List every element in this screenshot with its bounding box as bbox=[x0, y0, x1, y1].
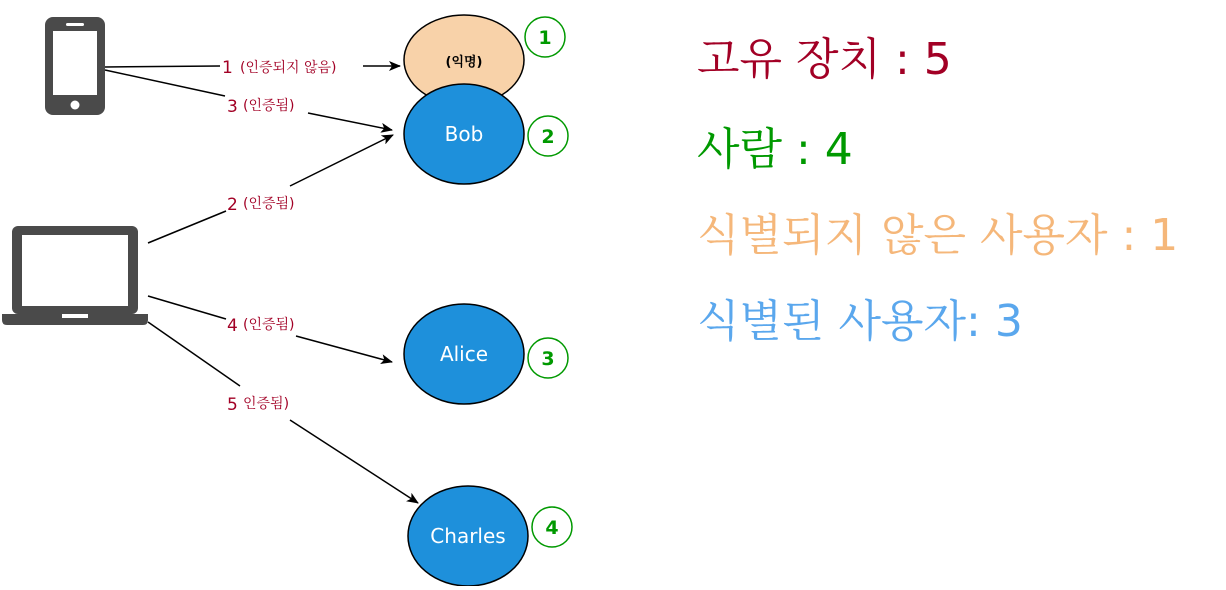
stat-unique-devices: 고유 장치 : 5 bbox=[697, 34, 952, 85]
badge-1 bbox=[525, 17, 565, 57]
badge-3 bbox=[528, 338, 568, 378]
node-alice bbox=[404, 304, 524, 404]
edge-5 bbox=[148, 322, 418, 503]
badge-2 bbox=[528, 116, 568, 156]
node-anonymous-label: (익명) bbox=[445, 55, 483, 70]
node-alice-label: Alice bbox=[439, 342, 489, 366]
stat-people: 사람 : 4 bbox=[697, 124, 853, 175]
edge-1-label: (인증되지 않음) bbox=[240, 60, 337, 76]
node-charles bbox=[408, 486, 528, 586]
edge-5-label: 인증됨) bbox=[243, 396, 290, 412]
edge-5-number: 5 bbox=[227, 395, 238, 415]
edge-2-number: 2 bbox=[227, 195, 238, 215]
node-bob bbox=[404, 84, 524, 184]
smartphone-icon bbox=[45, 17, 105, 115]
badge-3-label: 3 bbox=[541, 348, 555, 370]
edge-2-label: (인증됨) bbox=[243, 196, 295, 212]
stat-identified-users: 식별된 사용자: 3 bbox=[697, 296, 1023, 347]
badge-4 bbox=[532, 507, 572, 547]
laptop-icon bbox=[2, 226, 148, 325]
edge-1-number: 1 bbox=[222, 58, 233, 78]
badge-1-label: 1 bbox=[538, 27, 552, 49]
badge-4-label: 4 bbox=[545, 517, 559, 539]
edge-3-label: (인증됨) bbox=[243, 98, 295, 114]
edge-4-number: 4 bbox=[227, 316, 238, 336]
badge-2-label: 2 bbox=[541, 126, 555, 148]
edge-2 bbox=[148, 135, 393, 243]
node-bob-label: Bob bbox=[444, 122, 484, 146]
stat-unidentified-users: 식별되지 않은 사용자 : 1 bbox=[697, 210, 1179, 261]
edge-3-number: 3 bbox=[227, 97, 238, 117]
node-charles-label: Charles bbox=[430, 524, 506, 548]
edge-4-label: (인증됨) bbox=[243, 317, 295, 333]
